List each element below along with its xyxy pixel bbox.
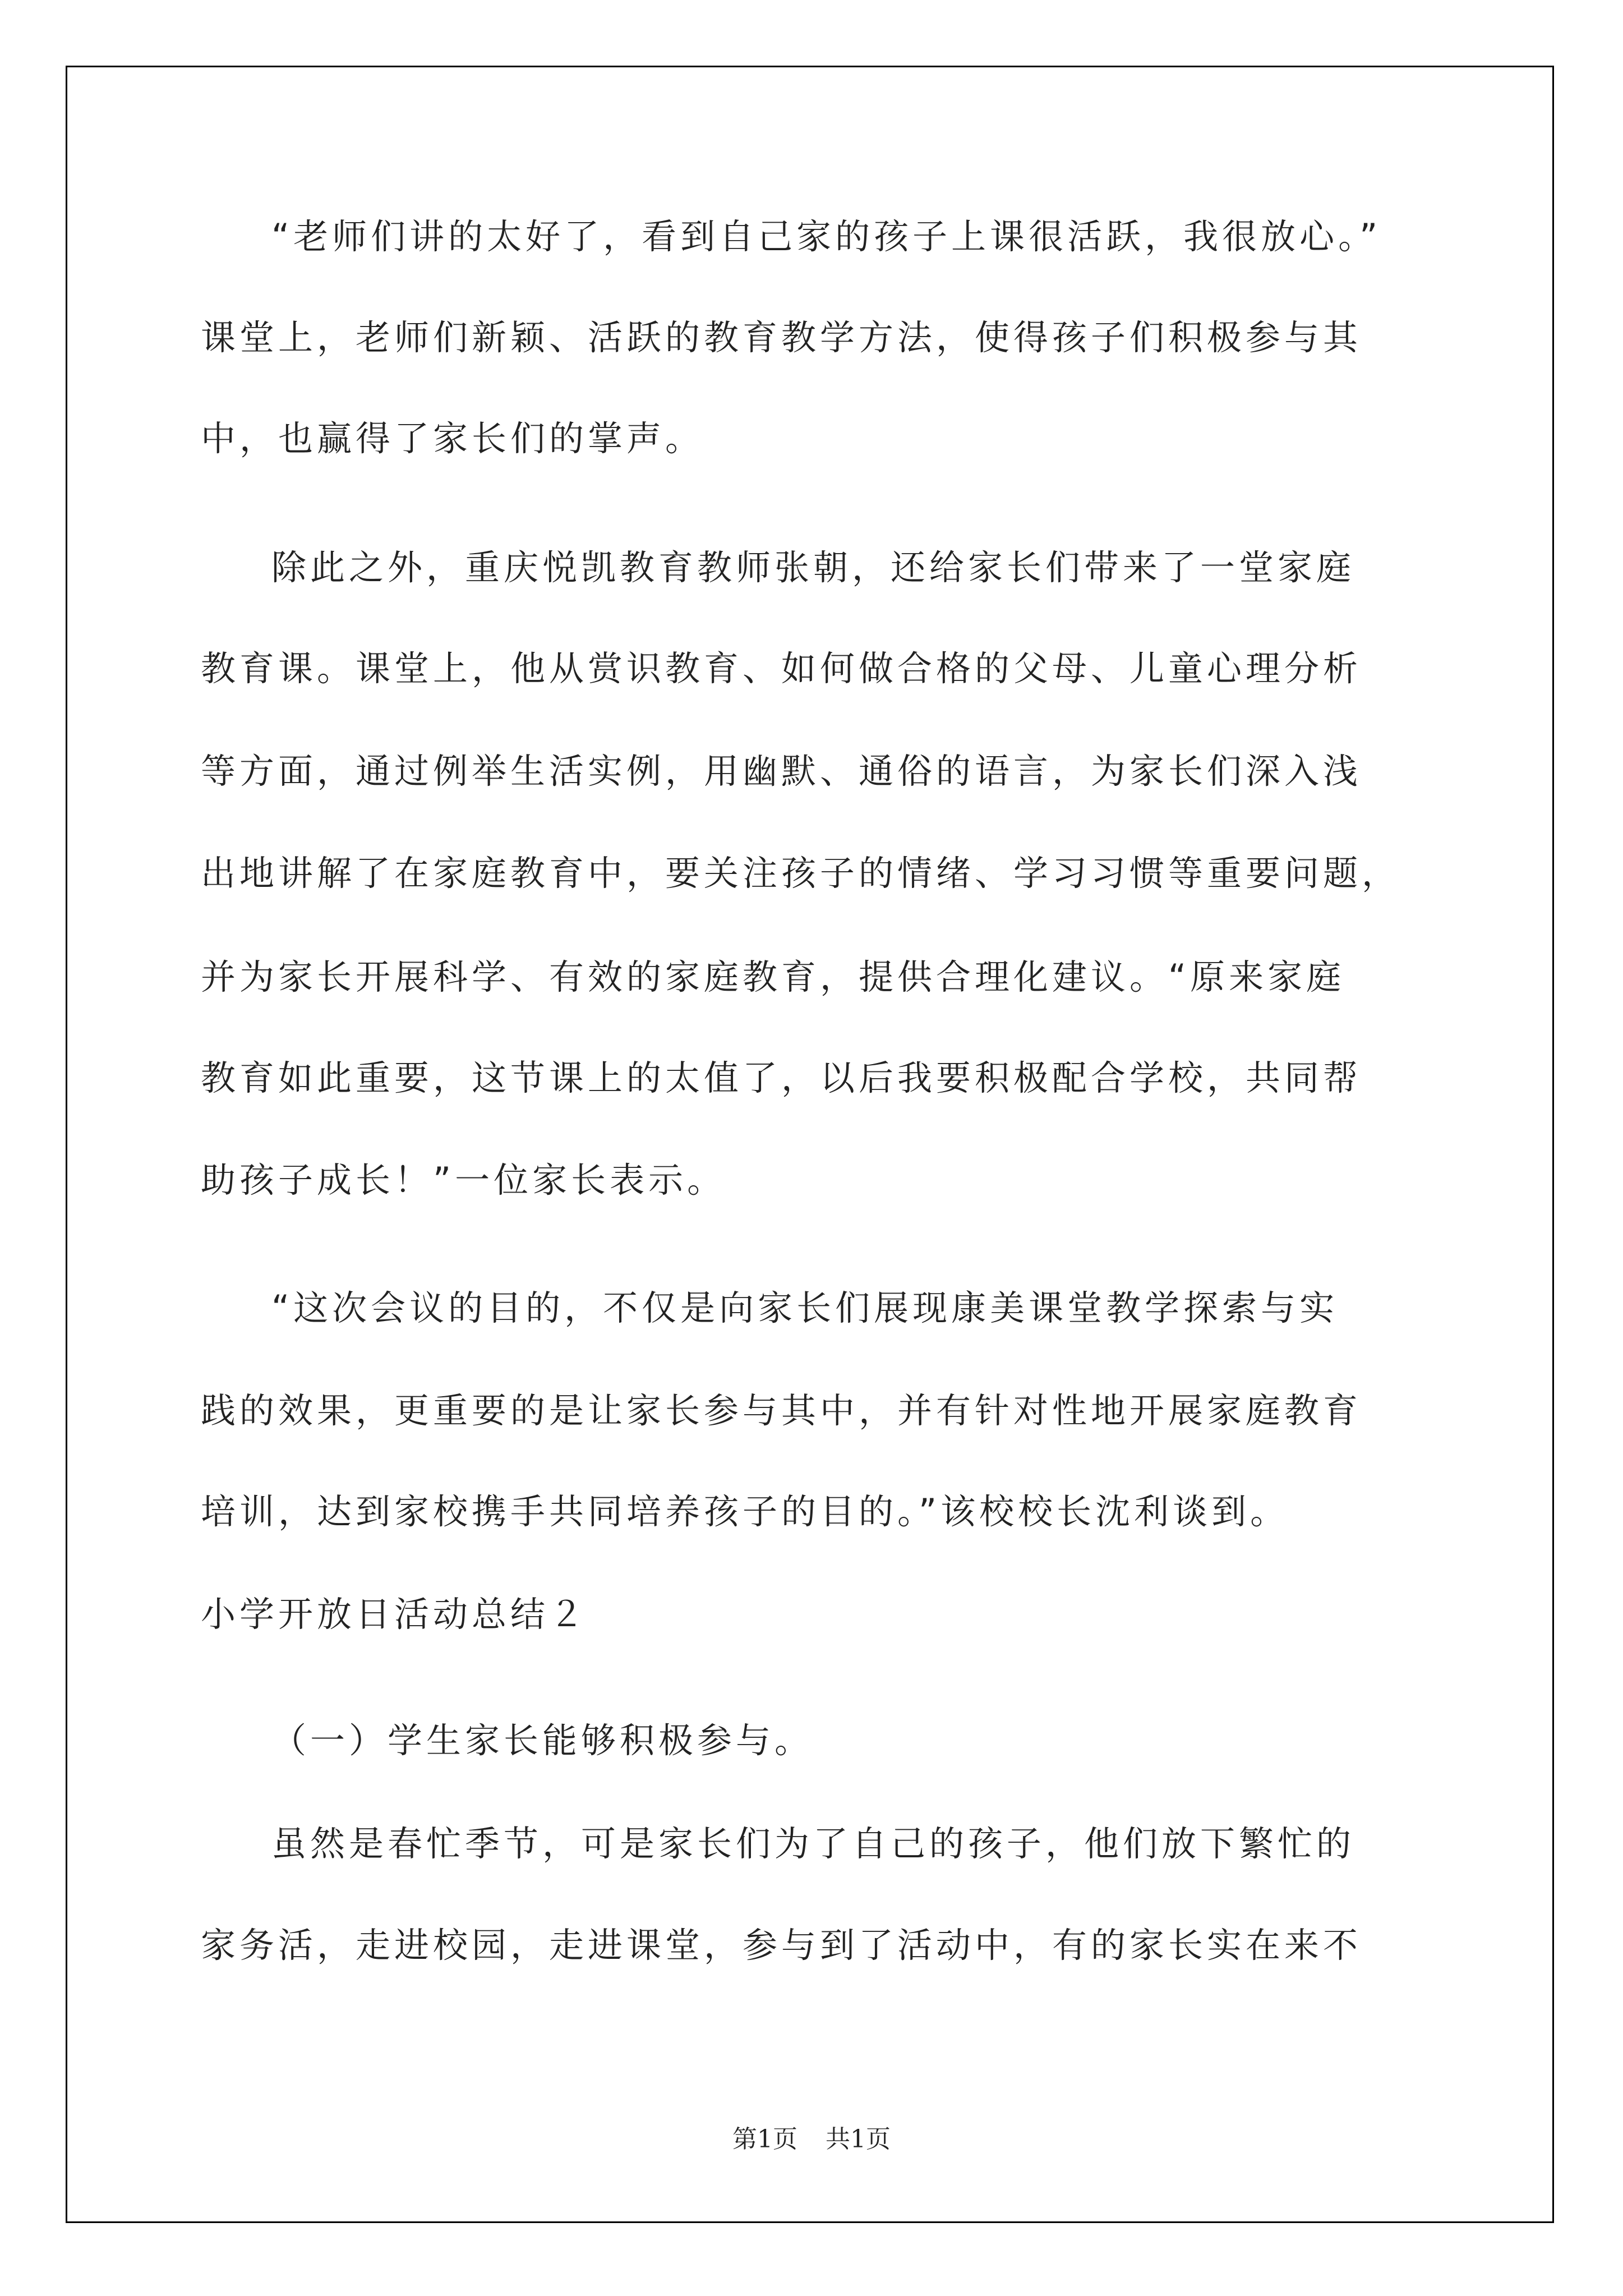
paragraph-line: 课堂上，老师们新颖、活跃的教育教学方法，使得孩子们积极参与其	[201, 317, 1362, 358]
paragraph-line: 培训，达到家校携手共同培养孩子的目的。”该校校长沈利谈到。	[201, 1491, 1289, 1532]
page-footer	[0, 2124, 1623, 2155]
paragraph-line: 教育课。课堂上，他从赏识教育、如何做合格的父母、儿童心理分析	[201, 648, 1362, 689]
paragraph-line: 出地讲解了在家庭教育中，要关注孩子的情绪、学习习惯等重要问题，	[201, 853, 1401, 894]
page-number: 第1页	[732, 2125, 797, 2154]
paragraph-line: 助孩子成长！”一位家长表示。	[201, 1159, 726, 1200]
paragraph-line: 除此之外，重庆悦凯教育教师张朝，还给家长们带来了一堂家庭	[271, 547, 1355, 588]
section-heading: 小学开放日活动总结２	[201, 1594, 588, 1635]
page-total: 共1页	[826, 2125, 891, 2154]
paragraph-line: 家务活，走进校园，走进课堂，参与到了活动中，有的家长实在来不	[201, 1925, 1362, 1966]
paragraph-line: 并为家长开展科学、有效的家庭教育，提供合理化建议。“原来家庭	[201, 956, 1345, 997]
page-border	[66, 66, 1554, 2223]
subsection-heading: （一）学生家长能够积极参与。	[271, 1720, 814, 1761]
paragraph-line: 等方面，通过例举生活实例，用幽默、通俗的语言，为家长们深入浅	[201, 751, 1362, 792]
paragraph-line: “这次会议的目的，不仅是向家长们展现康美课堂教学探索与实	[271, 1287, 1339, 1328]
paragraph-line: 中，也赢得了家长们的掌声。	[201, 418, 704, 459]
paragraph-line: “老师们讲的太好了，看到自己家的孩子上课很活跃，我很放心。”	[271, 216, 1382, 257]
paragraph-line: 践的效果，更重要的是让家长参与其中，并有针对性地开展家庭教育	[201, 1390, 1362, 1431]
paragraph-line: 教育如此重要，这节课上的太值了，以后我要积极配合学校，共同帮	[201, 1057, 1362, 1098]
paragraph-line: 虽然是春忙季节，可是家长们为了自己的孩子，他们放下繁忙的	[271, 1823, 1355, 1864]
